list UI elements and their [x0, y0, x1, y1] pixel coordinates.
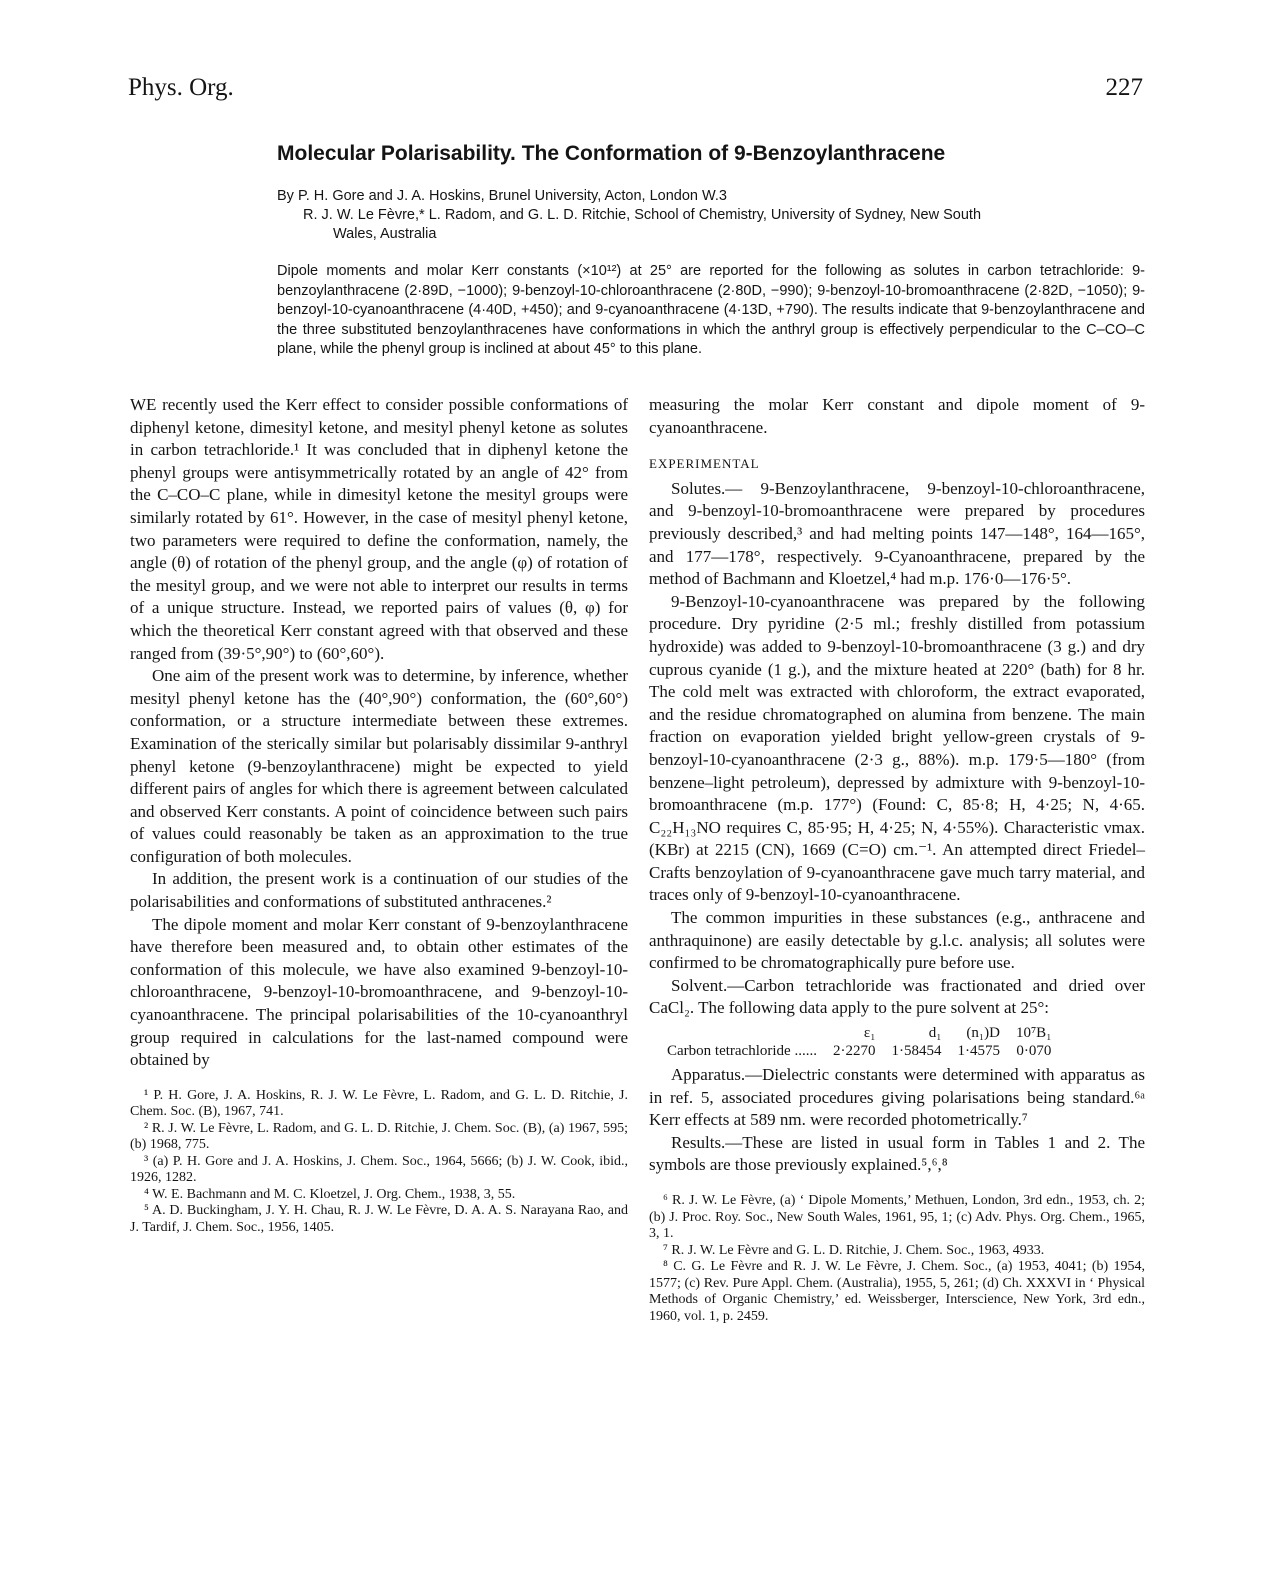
running-head: [128, 74, 1143, 108]
body-paragraph: In addition, the present work is a continuation of our studies of the polarisabilities and conformations of substituted anthracenes.²: [130, 869, 628, 912]
table-cell: 0·070: [1016, 1043, 1052, 1060]
footnote: ⁶ R. J. W. Le Fèvre, (a) ‘ Dipole Moments,’ Methuen, London, 3rd edn., 1953, ch. 2; (b) J. Proc. Roy. Soc., New South Wales, 1961, 95, 1; (c) Adv. Phys. Org. Chem., 1965, 3, 1.: [649, 1193, 1145, 1241]
footnote: ⁸ C. G. Le Fèvre and R. J. W. Le Fèvre, J. Chem. Soc., (a) 1953, 4041; (b) 1954, 1577; (c) Rev. Pure Appl. Chem. (Australia), 1955, 5, 261; (d) Ch. XXXVI in ‘ Physical Methods of Organic Chemistry,’ ed. Weissberger, Interscience, New York, 3rd edn., 1960, vol. 1, p. 2459.: [649, 1259, 1145, 1324]
footnote: ⁵ A. D. Buckingham, J. Y. H. Chau, R. J. W. Le Fèvre, D. A. A. S. Narayana Rao, and J. Tardif, J. Chem. Soc., 1956, 1405.: [130, 1203, 628, 1235]
body-paragraph: measuring the molar Kerr constant and dipole moment of 9-cyanoanthracene.: [649, 395, 1145, 437]
author-line: Wales, Australia: [333, 226, 437, 242]
footnote: ¹ P. H. Gore, J. A. Hoskins, R. J. W. Le Fèvre, L. Radom, and G. L. D. Ritchie, J. Chem. Soc. (B), 1967, 741.: [130, 1087, 628, 1120]
body-paragraph: The dipole moment and molar Kerr constant of 9-benzoylanthracene have therefore been measured and, to obtain other estimates of the conformation of this molecule, we have also examined 9-benzoyl-10-chloroanthracene, 9-benzoyl-10-bromoanthracene, and 9-benzoyl-10-cyanoanthracene. The principal polarisabilities of the 10-cyanoanthryl group required in calculations for the last-named compound were obtained by: [130, 914, 628, 1070]
table-header: [667, 1024, 825, 1042]
table-cell: 1·4575: [957, 1043, 1000, 1060]
journal-section: Phys. Org.: [128, 74, 234, 101]
body-paragraph: WE recently used the Kerr effect to consider possible conformations of diphenyl ketone, dimesityl ketone, and mesityl phenyl ketone as solutes in carbon tetrachloride.¹ It was concluded that in diphenyl ketone the phenyl groups were antisymmetrically rotated by an angle of 42° from the C–CO–C plane, while in dimesityl ketone the mesityl groups were similarly rotated by 61°. However, in the case of mesityl phenyl ketone, two parameters were required to define the conformation, namely, the angle (θ) of rotation of the phenyl group, and the angle (φ) of rotation of the mesityl group, and we were not able to interpret our results in terms of a unique structure. Instead, we reported pairs of values (θ, φ) for which the theoretical Kerr constant agreed with that observed and these ranged from (39·5°,90°) to (60°,60°).: [130, 395, 628, 663]
table-cell: 1·58454: [891, 1043, 942, 1060]
page-number: 227: [1105, 74, 1143, 101]
body-paragraph: 9-Benzoyl-10-cyanoanthracene was prepared by the following procedure. Dry pyridine (2·5 ml.; freshly distilled from potassium hydroxide) was added to 9-benzoyl-10-bromoanthracene (3 g.) and dry cuprous cyanide (1 g.), and the mixture heated at 220° (bath) for 8 hr. The cold melt was extracted with chloroform, the extract evaporated, and the residue chromatographed on alumina from benzene. The main fraction on evaporation yielded bright yellow-green crystals of 9-benzoyl-10-cyanoanthracene (2·3 g., 88%). m.p. 179·5—180° (from benzene–light petroleum), depressed by admixture with 9-benzoyl-10-bromoanthracene (m.p. 177°) (Found: C, 85·8; H, 4·25; N, 4·65. C₂₂H₁₃NO requires C, 85·95; H, 4·25; N, 4·55%). Characteristic νmax. (KBr) at 2215 (CN), 1669 (C=O) cm.⁻¹. An attempted direct Friedel–Crafts benzoylation of 9-cyanoanthracene gave much tarry material, and traces only of 9-benzoyl-10-cyanoanthracene.: [649, 591, 1145, 905]
solvent-data-table: [667, 1024, 1059, 1060]
footnote: ³ (a) P. H. Gore and J. A. Hoskins, J. Chem. Soc., 1964, 5666; (b) J. W. Cook, ibid., 1926, 1282.: [130, 1153, 628, 1186]
footnotes: [649, 1193, 1145, 1325]
footnote: ⁴ W. E. Bachmann and M. C. Kloetzel, J. Org. Chem., 1938, 3, 55.: [144, 1186, 516, 1202]
footnote: ⁷ R. J. W. Le Fèvre and G. L. D. Ritchie, J. Chem. Soc., 1963, 4933.: [663, 1242, 1045, 1258]
body-paragraph: Apparatus.—Dielectric constants were determined with apparatus as in ref. 5, associated procedures giving polarisations being standard.⁶ᵃ Kerr effects at 589 nm. were recorded photometrically.⁷: [649, 1065, 1145, 1130]
table-header: 10⁷B₁: [1015, 1025, 1052, 1042]
table-header: d₁: [928, 1025, 942, 1042]
body-paragraph: The common impurities in these substances (e.g., anthracene and anthraquinone) are easily detectable by g.l.c. analysis; all solutes were confirmed to be chromatographically pure before use.: [649, 908, 1145, 973]
body-paragraph: One aim of the present work was to determine, by inference, whether mesityl phenyl ketone has the (40°,90°) conformation, the (60°,60°) conformation, or a structure intermediate between these extremes. Examination of the sterically similar but polarisably dissimilar 9-anthryl phenyl ketone (9-benzoylanthracene) might be expected to yield different pairs of angles for which there is agreement between calculated and observed Kerr constants. A point of coincidence between such pairs of values could reasonably be taken as an approximation to the true configuration of both molecules.: [130, 666, 628, 866]
author-line: R. J. W. Le Fèvre,* L. Radom, and G. L. D. Ritchie, School of Chemistry, University of Sydney, New South: [303, 207, 982, 223]
body-paragraph: Solutes.— 9-Benzoylanthracene, 9-benzoyl-10-chloroanthracene, and 9-benzoyl-10-bromoanthracene were prepared by procedures previously described,³ and had melting points 147—148°, 164—165°, and 177—178°, respectively. 9-Cyanoanthracene, prepared by the method of Bachmann and Kloetzel,⁴ had m.p. 176·0—176·5°.: [649, 478, 1145, 589]
table-cell: 2·2270: [832, 1043, 876, 1060]
body-paragraph: Solvent.—Carbon tetrachloride was fractionated and dried over CaCl₂. The following data apply to the pure solvent at 25°:: [649, 975, 1145, 1018]
footnotes: [130, 1088, 628, 1237]
table-row: [667, 1042, 1059, 1060]
body-paragraph: Results.—These are listed in usual form in Tables 1 and 2. The symbols are those previously explained.⁵,⁶,⁸: [649, 1132, 1145, 1175]
footnote: ² R. J. W. Le Fèvre, L. Radom, and G. L. D. Ritchie, J. Chem. Soc. (B), (a) 1967, 595; (b) 1968, 775.: [130, 1120, 628, 1153]
left-column: [130, 394, 628, 1236]
table-cell: Carbon tetrachloride ......: [667, 1043, 817, 1060]
author-block: [277, 187, 1147, 244]
article-title: Molecular Polarisability. The Conformation of 9-Benzoylanthracene: [277, 142, 946, 165]
abstract: Dipole moments and molar Kerr constants (×10¹²) at 25° are reported for the following as solutes in carbon tetrachloride: 9-benzoylanthracene (2·89D, −1000); 9-benzoyl-10-chloroanthracene (2·80D, −990); 9-benzoyl-10-bromoanthracene (2·82D, −1050); 9-benzoyl-10-cyanoanthracene (4·40D, +450); and 9-cyanoanthracene (4·13D, +790). The results indicate that 9-benzoylanthracene and the three substituted benzoylanthracenes have conformations in which the anthryl group is effectively perpendicular to the C–CO–C plane, while the phenyl group is inclined at about 45° to this plane.: [277, 263, 1145, 357]
section-heading: EXPERIMENTAL: [649, 456, 760, 472]
table-header: ε₁: [863, 1025, 876, 1042]
right-column: [649, 394, 1145, 1325]
author-line: By P. H. Gore and J. A. Hoskins, Brunel University, Acton, London W.3: [277, 188, 727, 204]
table-header-row: [667, 1024, 1059, 1042]
table-header: (n₁)D: [966, 1025, 1000, 1042]
